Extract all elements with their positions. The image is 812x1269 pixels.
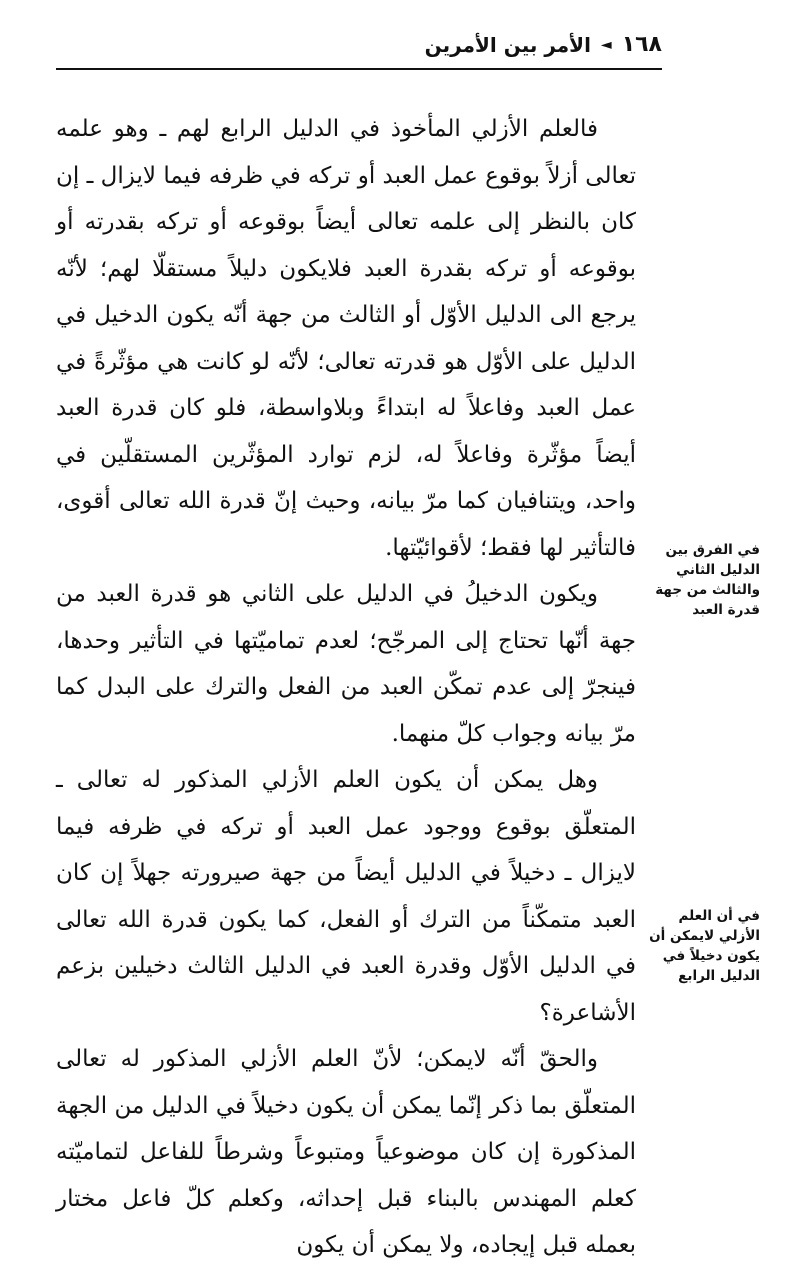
header-label [425, 32, 662, 57]
main-text [56, 106, 636, 1269]
triangle-arrow-icon: ◄ [600, 36, 612, 53]
page-header [56, 32, 662, 66]
paragraph: وهل يمكن أن يكون العلم الأزلي المذكور له تعالى ـ المتعلّق بوقوع ووجود عمل العبد أو تركه في ظرفه فيما لايزال ـ دخيلاً في الدليل أيضاً من جهة صيرورته جهلاً إن كان العبد متمكّناً من الترك أو الفعل، كما يكون قدرة الله تعالى في الدليل الأوّل وقدرة العبد في الدليل الثالث دخيلين بزعم الأشاعرة؟ [56, 767, 636, 1026]
paragraph: فالعلم الأزلي المأخوذ في الدليل الرابع لهم ـ وهو علمه تعالى أزلاً بوقوع عمل العبد أو تركه في ظرفه فيما لايزال ـ إن كان بالنظر إلى علمه تعالى أيضاً بوقوعه أو تركه بقدرته أو بوقوعه أو تركه بقدرة العبد فلايكون دليلاً مستقلّا لهم؛ لأنّه يرجع الى الدليل الأوّل أو الثالث من جهة أنّه يكون الدخيل في الدليل على الأوّل هو قدرته تعالى؛ لأنّه لو كانت هي مؤثّرةً في عمل العبد وفاعلاً له ابتداءً وبلاواسطة، فلو كان قدرة العبد أيضاً مؤثّرة وفاعلاً له، لزم توارد المؤثّرين المستقلّين في واحد، ويتنافيان كما مرّ بيانه، وحيث إنّ قدرة الله تعالى أقوى، فالتأثير لها فقط؛ لأقوائيّتها. [56, 116, 636, 561]
page-number: ١٦٨ [621, 32, 662, 57]
margin-note: في الفرق بين الدليل الثاني والثالث من جهة قدرة العبد [655, 542, 760, 618]
margin-note: في أن العلم الأزلي لايمكن أن يكون دخيلاً في الدليل الرابع [649, 908, 760, 984]
paragraph: ويكون الدخيلُ في الدليل على الثاني هو قدرة العبد من جهة أنّها تحتاج إلى المرجّح؛ لعدم تماميّتها في التأثير وحدها، فينجرّ إلى عدم تمكّن العبد من الفعل والترك على البدل كما مرّ بيانه وجواب كلّ منهما. [56, 581, 636, 747]
header-divider [56, 68, 662, 70]
running-title: الأمر بين الأمرين [424, 32, 591, 57]
paragraph: والحقّ أنّه لايمكن؛ لأنّ العلم الأزلي المذكور له تعالى المتعلّق بما ذكر إنّما يمكن أن يكون دخيلاً في الدليل من الجهة المذكورة إن كان موضوعياً ومتبوعاً وشرطاً للفاعل لتماميّته كعلم المهندس بالبناء قبل إحداثه، وكعلم كلّ فاعل مختار بعمله قبل إيجاده، ولا يمكن أن يكون [56, 1046, 636, 1258]
